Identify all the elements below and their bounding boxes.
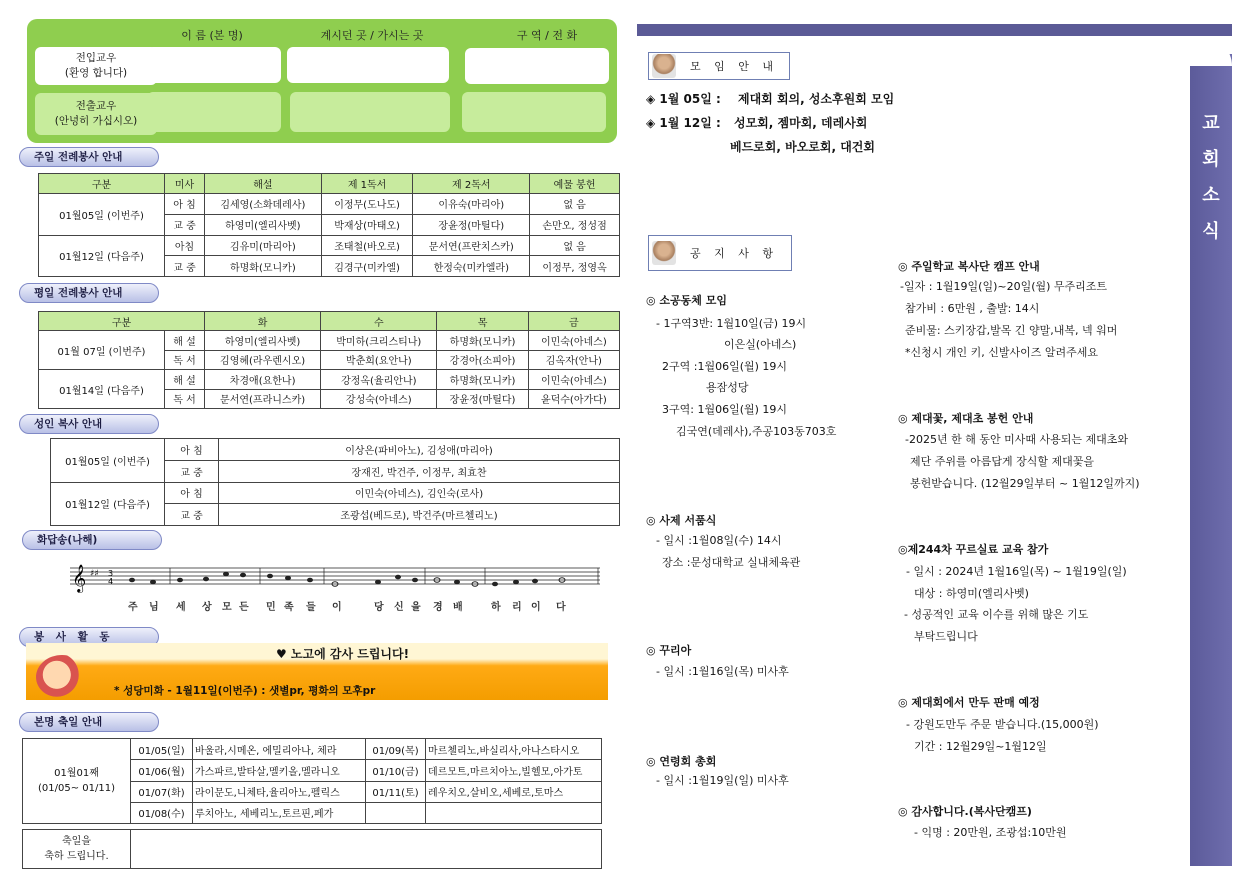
svg-text:이: 이 bbox=[332, 602, 342, 613]
out-name-field[interactable] bbox=[147, 92, 281, 132]
svg-text:세: 세 bbox=[176, 602, 186, 613]
svg-text:4: 4 bbox=[108, 577, 114, 586]
svg-text:경: 경 bbox=[433, 602, 443, 613]
adult-table: 01월05일 (이번주) 아 침 이상은(파비아노), 김성애(마리아) 교 중 장재진, 박건주, 이정무, 최효찬 01월12일 (다음주) 아 침 이민숙(아네스), 김인숙(로사) 교 중 조광섭(베드로), 박건주(마르첼리노) bbox=[50, 438, 620, 526]
sunday-date-1: 01월05일 (이번주) bbox=[39, 194, 165, 236]
transfer-box bbox=[27, 19, 617, 143]
svg-text:든: 든 bbox=[239, 602, 249, 613]
svg-text:모: 모 bbox=[222, 602, 232, 613]
family-illustration-icon bbox=[36, 655, 88, 699]
header-place: 계시던 곳 / 가시는 곳 bbox=[320, 29, 424, 42]
header-area: 구 역 / 전 화 bbox=[516, 29, 578, 42]
svg-text:당: 당 bbox=[374, 602, 384, 613]
header-name: 이 름 (본 명) bbox=[181, 29, 243, 42]
top-bar bbox=[637, 24, 1232, 36]
service-banner bbox=[26, 643, 608, 700]
service-note: * 성당미화 - 1월11일(이번주) : 샛별pr, 평화의 모후pr bbox=[114, 685, 376, 697]
svg-text:족: 족 bbox=[284, 602, 294, 613]
svg-text:♯♯: ♯♯ bbox=[90, 569, 99, 579]
treble-clef-icon: 𝄞 bbox=[72, 564, 87, 592]
transfer-out-label: 전출교우 (안녕히 가십시오) bbox=[35, 93, 157, 135]
svg-text:리: 리 bbox=[512, 602, 522, 613]
svg-text:하: 하 bbox=[491, 602, 501, 613]
service-section-title: 봉 사 활 동 bbox=[19, 627, 159, 647]
svg-text:주: 주 bbox=[128, 602, 138, 613]
music-staff bbox=[70, 562, 600, 614]
in-name-field[interactable] bbox=[147, 47, 281, 83]
adult-section-title: 성인 복사 안내 bbox=[19, 414, 159, 434]
svg-text:배: 배 bbox=[453, 602, 463, 613]
svg-text:민: 민 bbox=[266, 602, 276, 613]
svg-text:님: 님 bbox=[149, 602, 159, 613]
svg-text:이: 이 bbox=[531, 602, 541, 613]
notice-tag: 공 지 사 항 bbox=[648, 235, 792, 271]
svg-text:3: 3 bbox=[108, 569, 114, 578]
out-area-field[interactable] bbox=[462, 92, 606, 132]
priest-portrait-icon bbox=[652, 241, 676, 265]
congrats-table: 축일을 축하 드립니다. bbox=[22, 829, 602, 869]
sunday-date-2: 01월12일 (다음주) bbox=[39, 235, 165, 277]
corner-curve bbox=[1190, 36, 1232, 66]
weekday-section-title: 평일 전례봉사 안내 bbox=[19, 283, 159, 303]
sunday-section-title: 주일 전례봉사 안내 bbox=[19, 147, 159, 167]
in-area-field[interactable] bbox=[465, 48, 609, 84]
side-title: 교 회 소 식 bbox=[1190, 54, 1232, 866]
transfer-in-label: 전입교우 (환영 합니다) bbox=[35, 47, 157, 85]
priest-portrait-icon bbox=[652, 54, 676, 78]
svg-text:을: 을 bbox=[411, 602, 421, 613]
weekday-table: 구분 화 수 목 금 01월 07일 (이번주) 해 설 하영미(엘리사벳) 박미하(크리스티나) 하명화(모니카) 이민숙(아네스) 독 서 김영혜(라우렌시오) 박춘희(요안나) 강경아(소피아) 김옥자(안나) 01월14일 (다음주) 해 설 차경애(요한나) 강정옥(율리안나) 하명화(모니카) 이민숙(아네스) 독 서 문서연(프라니스카) 강성숙(아네스) 장윤정(마틸다) 윤덕수(아가다) bbox=[38, 311, 620, 409]
svg-text:다: 다 bbox=[556, 602, 566, 613]
psalm-section-title: 화답송(나해) bbox=[22, 530, 162, 550]
in-place-field[interactable] bbox=[287, 47, 449, 83]
meeting-tag: 모 임 안 내 bbox=[648, 52, 790, 80]
thanks-text: ♥ 노고에 감사 드립니다! bbox=[276, 647, 410, 661]
svg-text:들: 들 bbox=[306, 602, 316, 613]
svg-text:신: 신 bbox=[394, 602, 404, 613]
svg-text:상: 상 bbox=[202, 602, 212, 613]
out-place-field[interactable] bbox=[290, 92, 450, 132]
sunday-table: 구분 미사 해설 제 1독서 제 2독서 예물 봉헌 01월05일 (이번주) 아 침 김세영(소화데레사) 이정무(도나도) 이유숙(마리아) 없 음 교 중 하영미(엘리사벳) 박재상(마태오) 장윤정(마틸다) 손만오, 정성점 01월12일 (다음주) 아침 김유미(마리아) 조태철(바오로) 문서연(프란치스카) 없 음 교 중 하명화(모니카) 김경구(미카엘) 한정숙(미카엘라) 이정무, 정영옥 bbox=[38, 173, 620, 277]
feast-table: 01월01째 (01/05~ 01/11) 01/05(일) 바울라,시메온, 에밀리아나, 체라 01/09(목) 마르첼리노,바실리사,아나스타시오 01/06(월) 가스파르,발타살,멜키올,멜라니오 01/10(금) 데르모트,마르치아노,빌헬모,아가토 01/07(화) 라이문도,니체타,율리아노,펠릭스 01/11(토) 레우치오,살비오,세베로,토마스 01/08(수) 루치아노, 세베리노,토르핀,페가 bbox=[22, 738, 602, 824]
feast-section-title: 본명 축일 안내 bbox=[19, 712, 159, 732]
